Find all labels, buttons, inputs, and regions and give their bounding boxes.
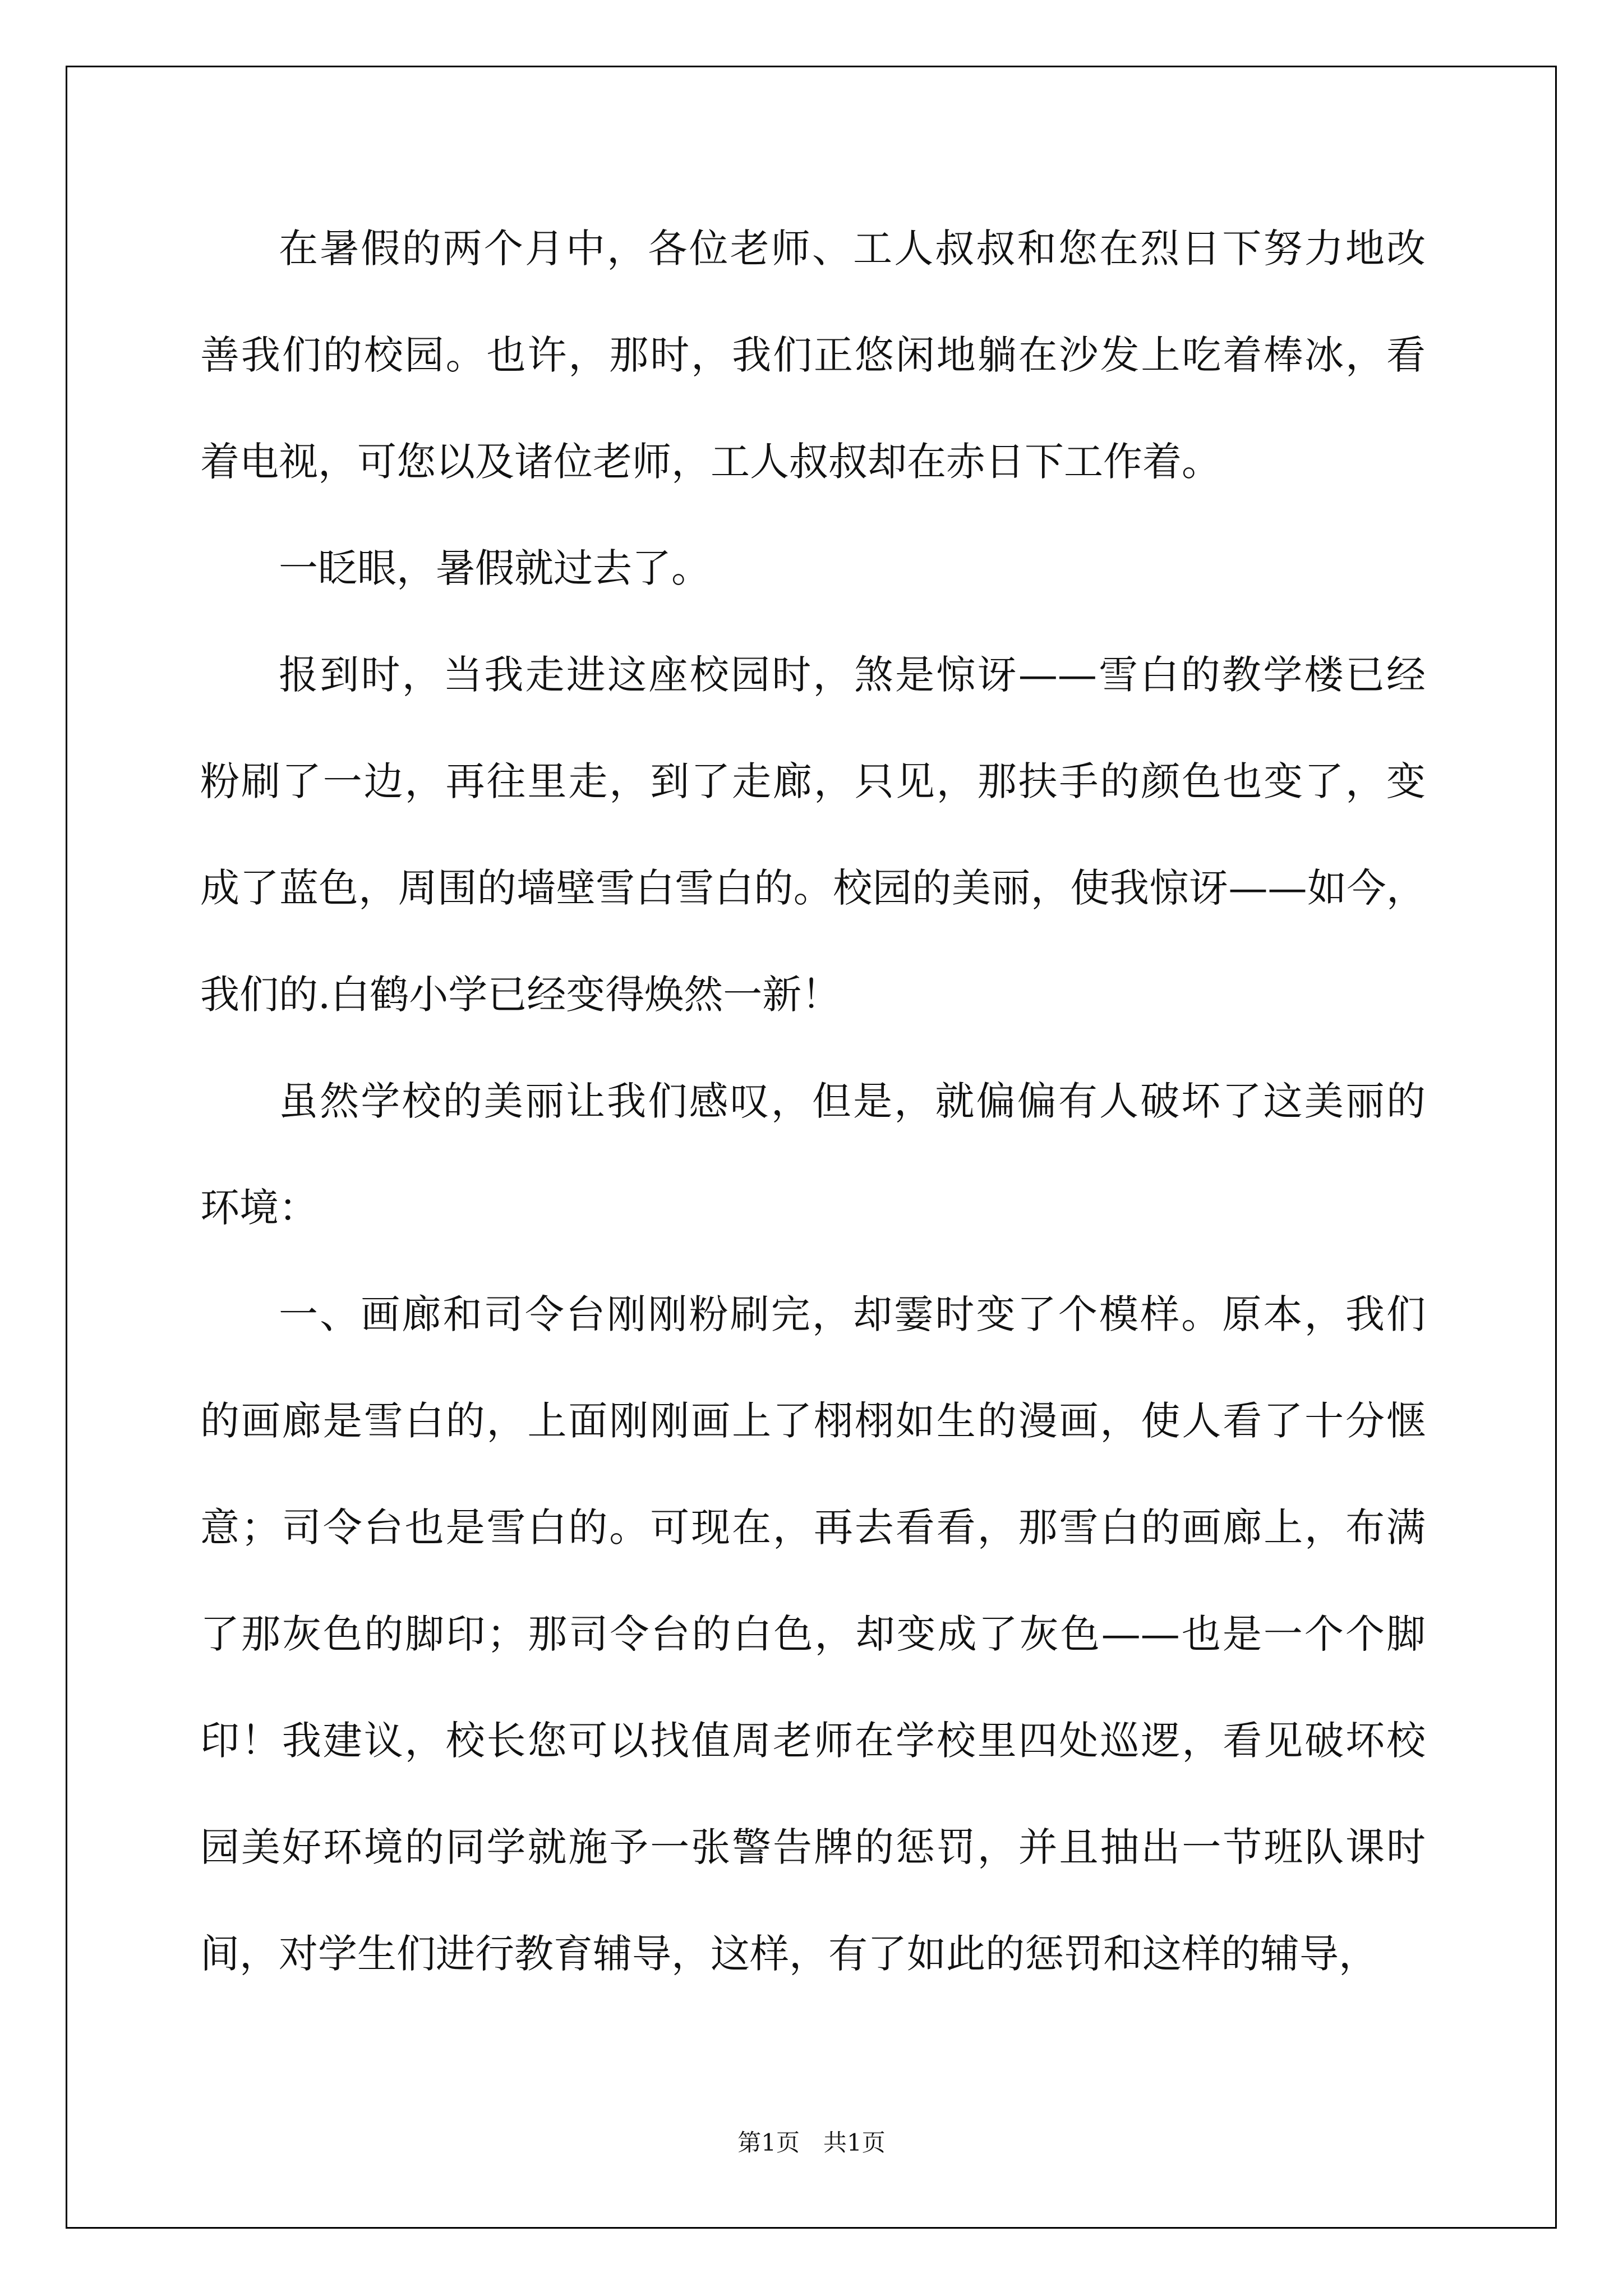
paragraph [200,195,1426,515]
text-line: 着电视，可您以及诸位老师，工人叔叔却在赤日下工作着。 [200,439,1221,485]
text-line: 的画廊是雪白的，上面刚刚画上了栩栩如生的漫画，使人看了十分惬 [200,1398,1426,1444]
paragraph [200,1048,1426,1261]
page-footer [0,2126,1623,2160]
text-line: 间，对学生们进行教育辅导，这样，有了如此的惩罚和这样的辅导， [200,1931,1378,1977]
text-line: 一、画廊和司令台刚刚粉刷完，却霎时变了个模样。原本，我们 [279,1291,1426,1337]
text-line: 粉刷了一边，再往里走，到了走廊，只见，那扶手的颜色也变了，变 [200,758,1426,804]
text-line: 成了蓝色，周围的墙壁雪白雪白的。校园的美丽，使我惊讶——如今， [200,865,1426,911]
text-line: 在暑假的两个月中，各位老师、工人叔叔和您在烈日下努力地改 [279,226,1426,272]
text-line: 环境： [200,1185,318,1231]
text-line: 报到时，当我走进这座校园时，煞是惊讶——雪白的教学楼已经 [279,652,1426,698]
text-line: 我们的.白鹤小学已经变得焕然一新！ [200,972,841,1018]
paragraph [200,1261,1426,2007]
text-line: 虽然学校的美丽让我们感叹，但是，就偏偏有人破坏了这美丽的 [279,1078,1426,1124]
paragraph [200,622,1426,1048]
text-line: 善我们的校园。也许，那时，我们正悠闲地躺在沙发上吃着棒冰，看 [200,332,1426,378]
document-body [200,195,1426,2007]
text-line: 意；司令台也是雪白的。可现在，再去看看，那雪白的画廊上，布满 [200,1504,1426,1550]
page-number-label: 第1页 共1页 [737,2129,886,2156]
paragraph [200,515,1426,622]
text-line: 一眨眼，暑假就过去了。 [279,545,711,591]
text-line: 印！我建议，校长您可以找值周老师在学校里四处巡逻，看见破坏校 [200,1718,1426,1764]
text-line: 园美好环境的同学就施予一张警告牌的惩罚，并且抽出一节班队课时 [200,1824,1426,1870]
text-line: 了那灰色的脚印；那司令台的白色，却变成了灰色——也是一个个脚 [200,1611,1426,1657]
